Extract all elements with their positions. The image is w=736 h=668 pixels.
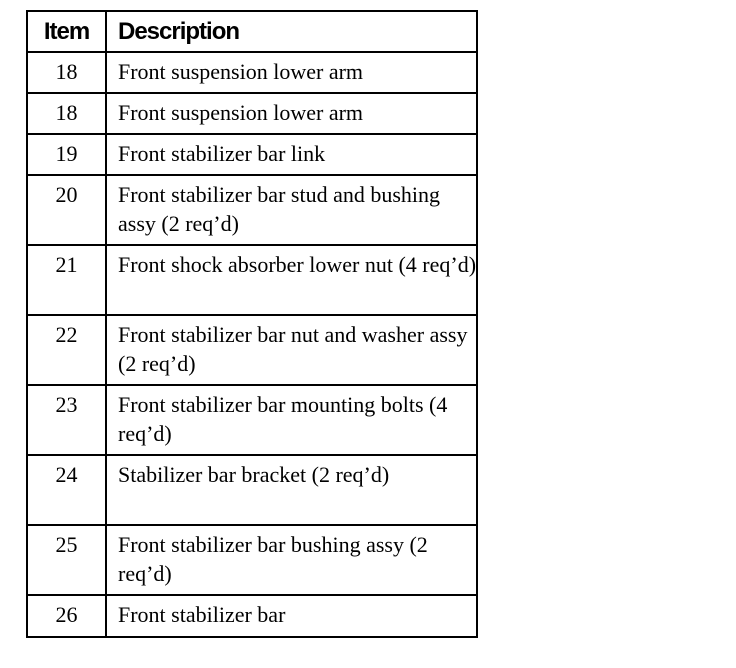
table-row bbox=[27, 385, 477, 455]
item-number: 26 bbox=[27, 595, 106, 637]
item-number: 18 bbox=[27, 52, 106, 93]
table-row bbox=[27, 134, 477, 175]
table-row bbox=[27, 455, 477, 525]
table-row bbox=[27, 175, 477, 245]
table-row bbox=[27, 245, 477, 315]
item-description: Front shock absorber lower nut (4 req’d) bbox=[106, 245, 477, 315]
table-row bbox=[27, 315, 477, 385]
table-row bbox=[27, 93, 477, 134]
item-description: Front suspension lower arm bbox=[106, 93, 477, 134]
item-number: 24 bbox=[27, 455, 106, 525]
description-column-header: Description bbox=[106, 11, 477, 52]
item-description: Stabilizer bar bracket (2 req’d) bbox=[106, 455, 477, 525]
item-description: Front stabilizer bar link bbox=[106, 134, 477, 175]
item-description: Front suspension lower arm bbox=[106, 52, 477, 93]
item-description: Front stabilizer bar bushing assy (2 req’d) bbox=[106, 525, 477, 595]
item-number: 21 bbox=[27, 245, 106, 315]
parts-table bbox=[26, 10, 478, 638]
table-header-row bbox=[27, 11, 477, 52]
table-row bbox=[27, 595, 477, 637]
item-column-header: Item bbox=[27, 11, 106, 52]
item-number: 22 bbox=[27, 315, 106, 385]
item-description: Front stabilizer bar mounting bolts (4 req’d) bbox=[106, 385, 477, 455]
item-description: Front stabilizer bar nut and washer assy (2 req’d) bbox=[106, 315, 477, 385]
item-description: Front stabilizer bar stud and bushing assy (2 req’d) bbox=[106, 175, 477, 245]
item-number: 20 bbox=[27, 175, 106, 245]
table-row bbox=[27, 525, 477, 595]
item-number: 18 bbox=[27, 93, 106, 134]
table-row bbox=[27, 52, 477, 93]
item-number: 23 bbox=[27, 385, 106, 455]
item-description: Front stabilizer bar bbox=[106, 595, 477, 637]
item-number: 19 bbox=[27, 134, 106, 175]
item-number: 25 bbox=[27, 525, 106, 595]
